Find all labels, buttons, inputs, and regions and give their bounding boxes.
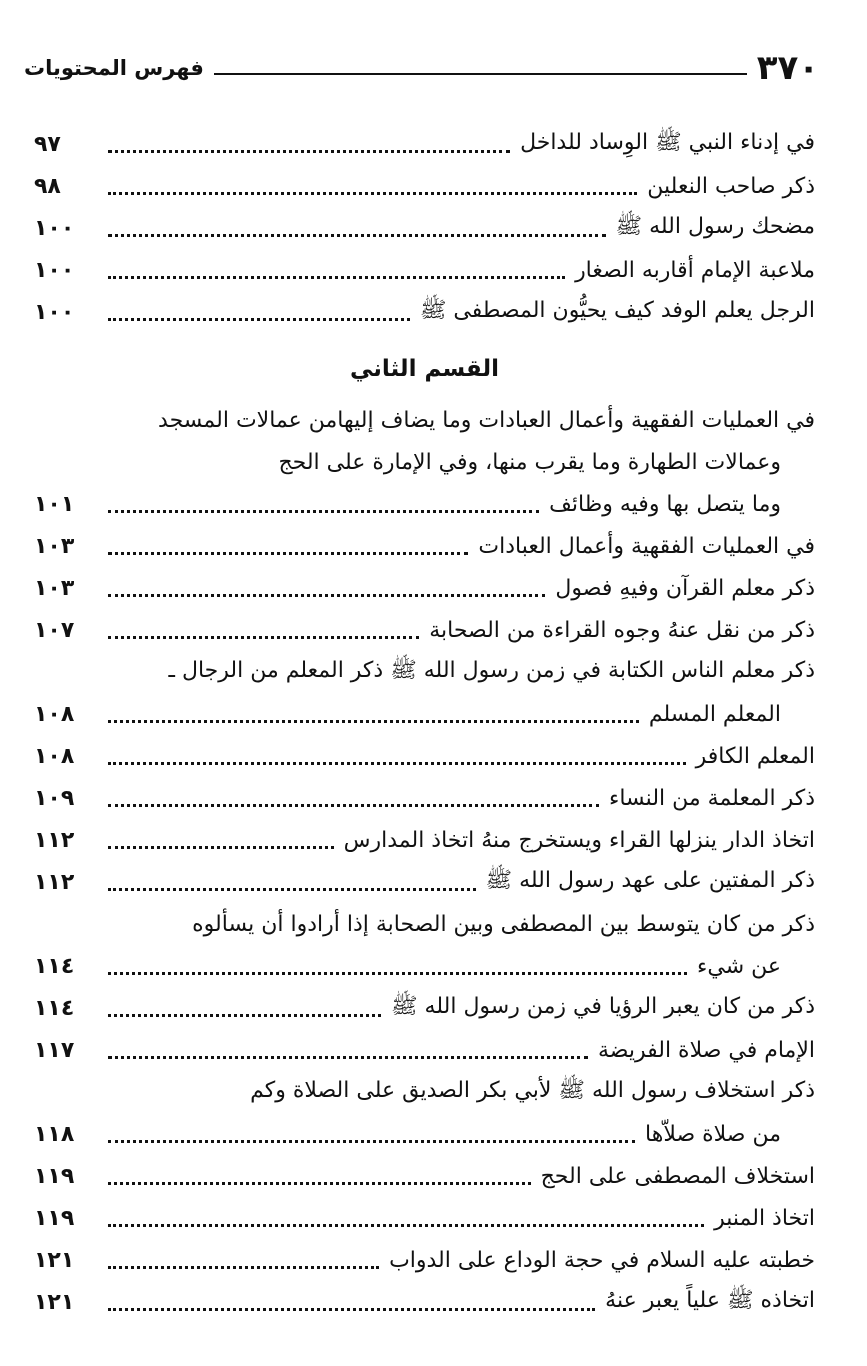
table-of-contents <box>34 0 815 1366</box>
entry-title: اتخاذ الدار ينزلها القراء ويستخرج منهُ اتخاذ المدارس <box>343 827 815 853</box>
entry-page: ١٠١ <box>34 491 75 517</box>
entry-page: ١٠٨ <box>34 743 75 769</box>
entry-title: ذكر من كان يعبر الرؤيا في زمن رسول الله ﷺ <box>390 994 815 1019</box>
dot-leader <box>108 762 686 765</box>
entry-page: ١١٤ <box>34 995 75 1021</box>
dot-leader <box>108 1140 635 1143</box>
dot-leader <box>108 972 687 975</box>
dot-leader <box>108 888 476 891</box>
dot-leader <box>108 1182 531 1185</box>
toc-entry <box>34 736 815 776</box>
entry-title: عن شيء <box>697 953 781 979</box>
toc-entry <box>34 1114 815 1154</box>
entry-title: اتخاذ المنبر <box>714 1205 815 1231</box>
toc-entry <box>34 1030 815 1070</box>
entry-page: ١١٨ <box>34 1121 75 1147</box>
entry-intro-line <box>34 904 815 944</box>
dot-leader <box>108 1266 379 1269</box>
entry-page: ٩٨ <box>34 173 61 199</box>
entry-title: ملاعبة الإمام أقاربه الصغار <box>575 257 815 283</box>
entry-title: في العمليات الفقهية وأعمال العبادات <box>478 533 815 559</box>
toc-entry <box>34 166 815 206</box>
toc-entry <box>34 946 815 986</box>
toc-entry <box>34 526 815 566</box>
dot-leader <box>108 276 565 279</box>
entry-page: ١٠٧ <box>34 617 75 643</box>
dot-leader <box>108 234 606 237</box>
entry-intro-line <box>34 652 815 692</box>
dot-leader <box>108 150 510 153</box>
entry-title: من صلاة صلاّها <box>645 1121 781 1147</box>
toc-entry <box>34 1198 815 1238</box>
entry-page: ١١٩ <box>34 1163 75 1189</box>
entry-title: مضحك رسول الله ﷺ <box>615 214 815 239</box>
toc-entry <box>34 610 815 650</box>
dot-leader <box>108 846 334 849</box>
entry-page: ١١٩ <box>34 1205 75 1231</box>
toc-entry <box>34 694 815 734</box>
entry-page: ١٠٨ <box>34 701 75 727</box>
entry-title: خطبته عليه السلام في حجة الوداع على الدواب <box>389 1247 815 1273</box>
entry-page: ١٠٣ <box>34 533 75 559</box>
toc-entry <box>34 820 815 860</box>
intro-text: ذكر استخلاف رسول الله ﷺ لأبي بكر الصديق على الصلاة وكم <box>250 1078 815 1103</box>
entry-title: وما يتصل بها وفيه وظائف <box>549 491 781 517</box>
entry-page: ١٠٠ <box>34 299 75 325</box>
section-intro-line <box>34 400 815 440</box>
toc-entry <box>34 988 815 1028</box>
page-number: ٣٧٠ <box>756 48 819 88</box>
entry-title: في إدناء النبي ﷺ الوِساد للداخل <box>520 130 815 155</box>
dot-leader <box>108 594 545 597</box>
entry-title: ذكر من نقل عنهُ وجوه القراءة من الصحابة <box>429 617 815 643</box>
dot-leader <box>108 1014 381 1017</box>
dot-leader <box>108 804 599 807</box>
entry-page: ١١٢ <box>34 827 75 853</box>
section-heading: القسم الثاني <box>350 356 499 382</box>
entry-page: ١٠٩ <box>34 785 75 811</box>
toc-entry <box>34 778 815 818</box>
dot-leader <box>108 1308 595 1311</box>
intro-text: وعمالات الطهارة وما يقرب منها، وفي الإمارة على الحج <box>278 449 781 475</box>
entry-page: ١٠٠ <box>34 257 75 283</box>
intro-text: في العمليات الفقهية وأعمال العبادات وما يضاف إليهامن عمالات المسجد <box>158 407 815 433</box>
toc-entry <box>34 1240 815 1280</box>
dot-leader <box>108 636 419 639</box>
dot-leader <box>108 192 637 195</box>
entry-page: ١٠٣ <box>34 575 75 601</box>
entry-title: المعلم المسلم <box>648 701 781 727</box>
toc-entry <box>34 484 815 524</box>
entry-title: الرجل يعلم الوفد كيف يحيُّون المصطفى ﷺ <box>419 298 815 323</box>
toc-entry <box>34 1156 815 1196</box>
toc-entry <box>34 250 815 290</box>
intro-text: ذكر معلم الناس الكتابة في زمن رسول الله ﷺ ذكر المعلم من الرجال ـ <box>168 658 815 683</box>
toc-entry <box>34 292 815 332</box>
dot-leader <box>108 552 468 555</box>
entry-title: اتخاذه ﷺ علياً يعبر عنهُ <box>605 1288 815 1313</box>
entry-page: ١٢١ <box>34 1289 75 1315</box>
dot-leader <box>108 318 410 321</box>
entry-title: ذكر معلم القرآن وفيهِ فصول <box>555 575 815 601</box>
entry-title: ذكر المعلمة من النساء <box>609 785 815 811</box>
toc-entry <box>34 862 815 902</box>
toc-entry <box>34 1282 815 1322</box>
dot-leader <box>108 720 639 723</box>
entry-title: ذكر صاحب النعلين <box>647 173 815 199</box>
toc-entry <box>34 124 815 164</box>
toc-entry <box>34 208 815 248</box>
entry-title: الإمام في صلاة الفريضة <box>597 1037 815 1063</box>
entry-page: ١١٧ <box>34 1037 75 1063</box>
entry-intro-line <box>34 1072 815 1112</box>
entry-page: ١١٤ <box>34 953 75 979</box>
toc-entry <box>34 568 815 608</box>
running-title: فهرس المحتويات <box>24 56 204 80</box>
dot-leader <box>108 510 539 513</box>
entry-title: ذكر المفتين على عهد رسول الله ﷺ <box>485 868 815 893</box>
entry-title: استخلاف المصطفى على الحج <box>540 1163 815 1189</box>
section-intro-line <box>34 442 815 482</box>
dot-leader <box>108 1056 588 1059</box>
entry-page: ٩٧ <box>34 131 61 157</box>
entry-page: ١١٢ <box>34 869 75 895</box>
entry-title: المعلم الكافر <box>695 743 815 769</box>
dot-leader <box>108 1224 704 1227</box>
intro-text: ذكر من كان يتوسط بين المصطفى وبين الصحابة إذا أرادوا أن يسألوه <box>192 911 815 937</box>
entry-page: ١٠٠ <box>34 215 75 241</box>
entry-page: ١٢١ <box>34 1247 75 1273</box>
